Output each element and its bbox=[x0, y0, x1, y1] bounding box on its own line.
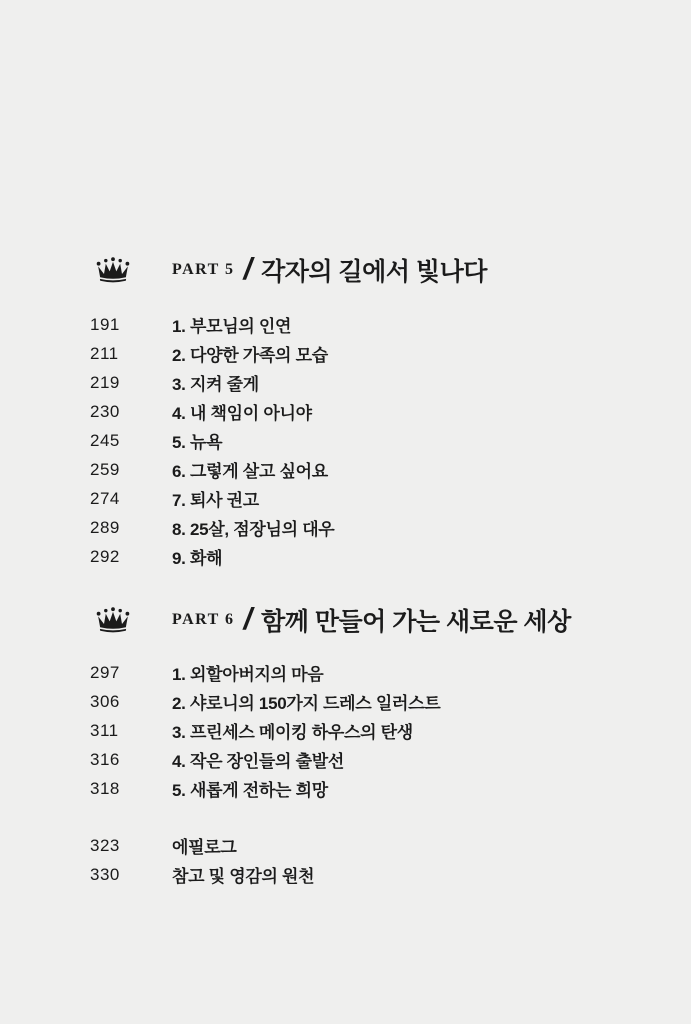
toc-row bbox=[0, 368, 691, 397]
chapter-title: 4. 작은 장인들의 출발선 bbox=[172, 752, 344, 771]
part-divider: / bbox=[243, 600, 253, 636]
back-matter-list bbox=[0, 831, 691, 889]
page-number: 292 bbox=[90, 546, 120, 566]
toc-row bbox=[0, 745, 691, 774]
page-number: 316 bbox=[90, 749, 120, 769]
part-label: PART 5 bbox=[172, 261, 235, 278]
part-title: 각자의 길에서 빛나다 bbox=[261, 258, 487, 286]
toc-row bbox=[0, 774, 691, 803]
page-number: 219 bbox=[90, 372, 120, 392]
chapter-title: 참고 및 영감의 원천 bbox=[172, 867, 315, 886]
page-number: 259 bbox=[90, 459, 120, 479]
toc-row bbox=[0, 397, 691, 426]
page-number: 245 bbox=[90, 430, 120, 450]
part-label: PART 6 bbox=[172, 611, 235, 628]
chapter-title: 4. 내 책임이 아니야 bbox=[172, 404, 312, 423]
page-number: 311 bbox=[90, 720, 119, 740]
chapter-title: 9. 화해 bbox=[172, 549, 223, 568]
toc-row bbox=[0, 658, 691, 687]
part6-heading bbox=[0, 600, 691, 640]
page-number: 289 bbox=[90, 517, 120, 537]
page-number: 211 bbox=[90, 343, 119, 363]
chapter-title: 에필로그 bbox=[172, 838, 237, 857]
toc-row bbox=[0, 484, 691, 513]
page-number: 230 bbox=[90, 401, 120, 421]
toc-row bbox=[0, 542, 691, 571]
toc-row bbox=[0, 860, 691, 889]
chapter-title: 8. 25살, 점장님의 대우 bbox=[172, 520, 335, 539]
page-number: 274 bbox=[90, 488, 120, 508]
part5-heading bbox=[0, 250, 691, 290]
page-number: 306 bbox=[90, 691, 120, 711]
toc-row bbox=[0, 687, 691, 716]
chapter-title: 2. 다양한 가족의 모습 bbox=[172, 346, 328, 365]
page-number: 318 bbox=[90, 778, 120, 798]
toc-row bbox=[0, 310, 691, 339]
part-title: 함께 만들어 가는 새로운 세상 bbox=[261, 608, 571, 636]
toc-row bbox=[0, 455, 691, 484]
toc-row bbox=[0, 339, 691, 368]
page-number: 323 bbox=[90, 835, 120, 855]
chapter-title: 3. 지켜 줄게 bbox=[172, 375, 259, 394]
chapter-title: 5. 새롭게 전하는 희망 bbox=[172, 781, 328, 800]
chapter-title: 5. 뉴욕 bbox=[172, 433, 223, 452]
toc-row bbox=[0, 513, 691, 542]
part6-chapter-list bbox=[0, 658, 691, 803]
chapter-title: 1. 외할아버지의 마음 bbox=[172, 665, 324, 684]
toc-row bbox=[0, 831, 691, 860]
chapter-title: 2. 샤로니의 150가지 드레스 일러스트 bbox=[172, 694, 441, 713]
chapter-title: 3. 프린세스 메이킹 하우스의 탄생 bbox=[172, 723, 413, 742]
chapter-title: 6. 그렇게 살고 싶어요 bbox=[172, 462, 328, 481]
toc-row bbox=[0, 716, 691, 745]
crown-icon bbox=[95, 605, 131, 635]
chapter-title: 1. 부모님의 인연 bbox=[172, 317, 292, 336]
page-number: 191 bbox=[90, 314, 120, 334]
part-divider: / bbox=[243, 250, 253, 286]
page-number: 297 bbox=[90, 662, 120, 682]
page-number: 330 bbox=[90, 864, 120, 884]
crown-icon bbox=[95, 255, 131, 285]
part5-chapter-list bbox=[0, 310, 691, 571]
chapter-title: 7. 퇴사 권고 bbox=[172, 491, 259, 510]
toc-row bbox=[0, 426, 691, 455]
